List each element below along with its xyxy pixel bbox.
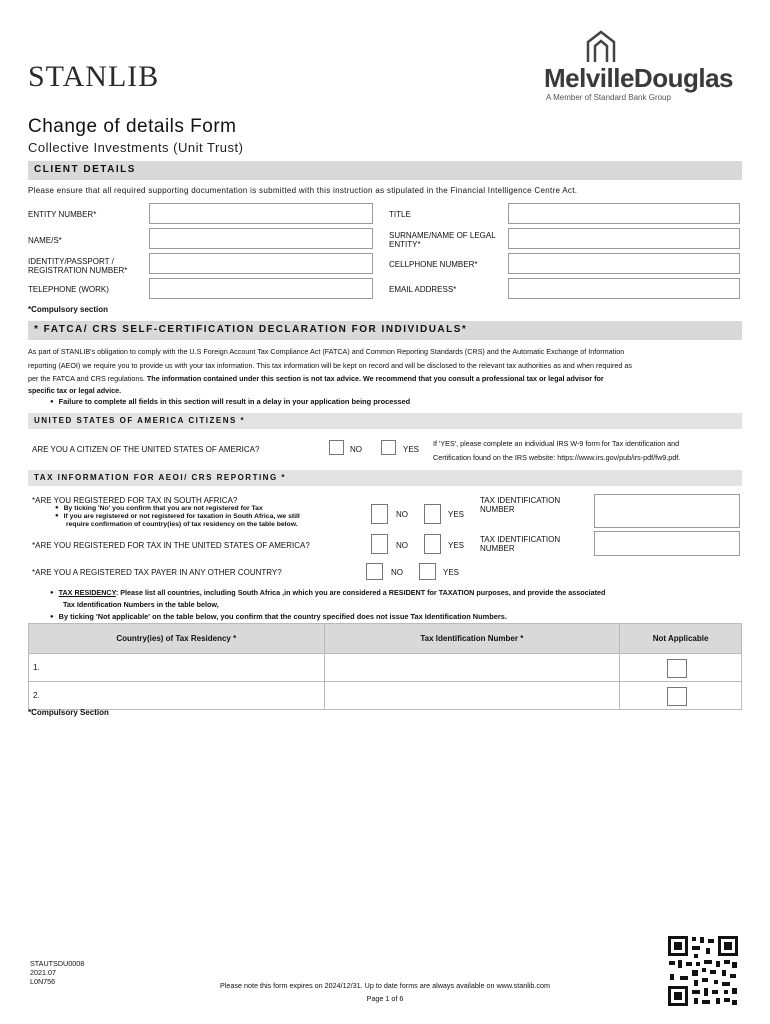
qr-code-icon — [666, 934, 740, 1008]
us-citizen-no-checkbox[interactable] — [329, 440, 344, 455]
tin-sa-label-1: TAX IDENTIFICATION — [480, 496, 561, 505]
tin-sa-field[interactable] — [594, 494, 740, 528]
title-field[interactable] — [508, 203, 740, 224]
fatca-para-1: As part of STANLIB's obligation to comply with the U.S Foreign Account Tax Compliance Act (FATCA) and Common Reporting Standards (CRS) and the Automatic Exchange of Information — [28, 347, 625, 356]
telephone-field[interactable] — [149, 278, 373, 299]
fatca-para-3: per the FATCA and CRS regulations. The information contained under this section is not tax advice. We recommend that you consult a professional tax or legal advisor for — [28, 374, 604, 383]
melville-douglas-logo: MelvilleDouglas — [544, 63, 733, 93]
tax-other-no-checkbox[interactable] — [366, 563, 383, 580]
tin-us-label-2: NUMBER — [480, 544, 515, 553]
compulsory-note: *Compulsory section — [28, 305, 109, 314]
form-title: Change of details Form — [28, 116, 237, 137]
fatca-para-2: reporting (AEOI) we require you to provide us with your tax information. This tax information will be kept on record and will be disclosed to the relevant tax authorities as and when required as — [28, 361, 632, 370]
compulsory-section-note: *Compulsory Section — [28, 708, 109, 717]
tax-other-question: *ARE YOU A REGISTERED TAX PAYER IN ANY OTHER COUNTRY? — [32, 568, 282, 577]
tax-sa-no-label: NO — [396, 510, 408, 519]
names-label: NAME/S* — [28, 236, 62, 245]
cellphone-label: CELLPHONE NUMBER* — [389, 260, 478, 269]
tax-sa-question: *ARE YOU REGISTERED FOR TAX IN SOUTH AFRICA? — [32, 496, 238, 505]
email-label: EMAIL ADDRESS* — [389, 285, 457, 294]
tax-sa-yes-checkbox[interactable] — [424, 504, 441, 524]
tax-us-no-label: NO — [396, 541, 408, 550]
tax-residency-table — [28, 623, 742, 710]
id-number-label: IDENTITY/PASSPORT / REGISTRATION NUMBER* — [28, 257, 128, 275]
na-checkbox[interactable] — [667, 687, 687, 706]
stanlib-logo: STANLIB — [28, 60, 160, 93]
tax-info-heading: TAX INFORMATION FOR AEOI/ CRS REPORTING * — [28, 470, 742, 486]
country-cell[interactable]: 1. — [29, 654, 325, 682]
us-citizen-no-label: NO — [350, 445, 362, 454]
cellphone-field[interactable] — [508, 253, 740, 274]
tax-other-no-label: NO — [391, 568, 403, 577]
melville-douglas-tagline: A Member of Standard Bank Group — [546, 93, 671, 102]
title-label: TITLE — [389, 210, 411, 219]
fatca-para-4: specific tax or legal advice. — [28, 386, 122, 395]
expiry-note: Please note this form expires on 2024/12/31. Up to date forms are always available on www.stanlib.com — [220, 981, 550, 990]
col-country-header: Country(ies) of Tax Residency * — [29, 624, 325, 654]
fatca-heading: * FATCA/ CRS SELF-CERTIFICATION DECLARATION FOR INDIVIDUALS* — [28, 321, 742, 340]
tin-us-field[interactable] — [594, 531, 740, 556]
form-version: 2021.07 — [30, 968, 56, 977]
col-na-header: Not Applicable — [620, 624, 742, 654]
tax-sa-bullet-2: ● If you are registered or not registered for taxation in South Africa, we still — [55, 512, 300, 521]
tax-sa-no-checkbox[interactable] — [371, 504, 388, 524]
tin-cell[interactable] — [324, 682, 620, 710]
tin-cell[interactable] — [324, 654, 620, 682]
col-tin-header: Tax Identification Number * — [324, 624, 620, 654]
tin-us-label-1: TAX IDENTIFICATION — [480, 535, 561, 544]
surname-field[interactable] — [508, 228, 740, 249]
na-cell — [620, 654, 742, 682]
surname-label: SURNAME/NAME OF LEGAL ENTITY* — [389, 231, 496, 249]
entity-number-field[interactable] — [149, 203, 373, 224]
tax-us-no-checkbox[interactable] — [371, 534, 388, 554]
tax-sa-bullet-1: ● By ticking 'No' you confirm that you are not registered for Tax — [55, 504, 263, 513]
page-number: Page 1 of 6 — [366, 994, 404, 1003]
tax-residency-note: ● TAX RESIDENCY: Please list all countries, including South Africa ,in which you are considered a RESIDENT for TAXATION purposes, and provide the associated — [50, 588, 606, 597]
email-field[interactable] — [508, 278, 740, 299]
tax-us-question: *ARE YOU REGISTERED FOR TAX IN THE UNITED STATES OF AMERICA? — [32, 541, 310, 550]
melville-douglas-house-icon — [584, 30, 618, 64]
tax-us-yes-label: YES — [448, 541, 465, 550]
na-cell — [620, 682, 742, 710]
tin-sa-label-2: NUMBER — [480, 505, 515, 514]
fatca-warning: ● Failure to complete all fields in this section will result in a delay in your application being processed — [50, 397, 410, 407]
us-citizens-heading: UNITED STATES OF AMERICA CITIZENS * — [28, 413, 742, 429]
names-field[interactable] — [149, 228, 373, 249]
entity-number-label: ENTITY NUMBER* — [28, 210, 97, 219]
client-intro: Please ensure that all required supporting documentation is submitted with this instruction as stipulated in the Financial Intelligence Centre Act. — [28, 186, 578, 195]
w9-note-1: If 'YES', please complete an individual IRS W-9 form for Tax identification and — [433, 439, 680, 448]
tax-us-yes-checkbox[interactable] — [424, 534, 441, 554]
client-details-heading: CLIENT DETAILS — [28, 161, 742, 180]
tax-other-yes-checkbox[interactable] — [419, 563, 436, 580]
telephone-label: TELEPHONE (WORK) — [28, 285, 109, 294]
table-row — [29, 682, 742, 710]
form-subtitle: Collective Investments (Unit Trust) — [28, 140, 244, 155]
tax-residency-note-2: Tax Identification Numbers in the table below, — [63, 600, 219, 609]
tax-sa-yes-label: YES — [448, 510, 465, 519]
form-code: STAUTSDU0008 — [30, 959, 85, 968]
w9-note-2: Certification found on the IRS website: https://www.irs.gov/pub/irs-pdf/fw9.pdf. — [433, 453, 681, 462]
tax-sa-bullet-3: require confirmation of country(ies) of tax residency on the table below. — [66, 521, 298, 528]
form-ref: L0N756 — [30, 977, 56, 986]
us-citizen-yes-label: YES — [403, 445, 420, 454]
tax-other-yes-label: YES — [443, 568, 460, 577]
us-citizen-yes-checkbox[interactable] — [381, 440, 396, 455]
table-row — [29, 654, 742, 682]
id-number-field[interactable] — [149, 253, 373, 274]
us-citizen-question: ARE YOU A CITIZEN OF THE UNITED STATES OF AMERICA? — [32, 445, 260, 454]
country-cell[interactable]: 2. — [29, 682, 325, 710]
not-applicable-note: ● By ticking 'Not applicable' on the table below, you confirm that the country specified does not issue Tax Identification Numbers. — [50, 612, 507, 622]
na-checkbox[interactable] — [667, 659, 687, 678]
